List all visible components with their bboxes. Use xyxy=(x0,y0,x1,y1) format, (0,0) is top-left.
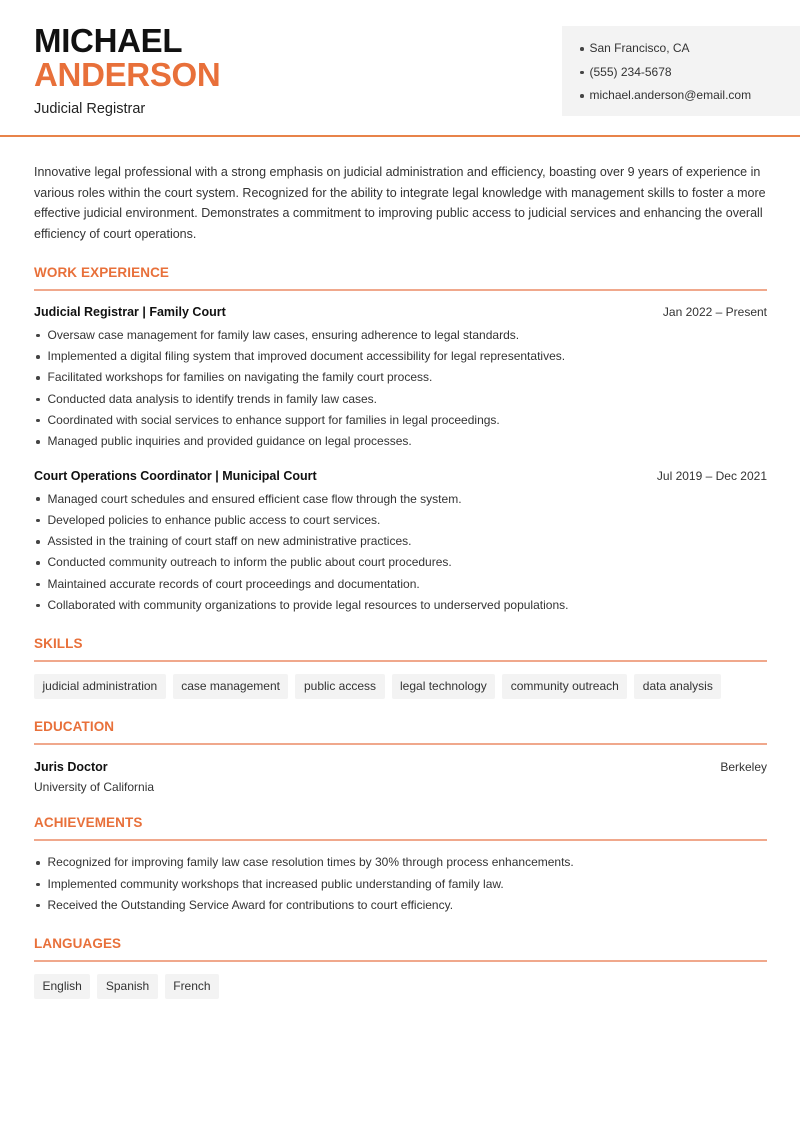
bullet-icon xyxy=(36,540,40,544)
job-dates: Jan 2022 – Present xyxy=(662,304,767,319)
job-role: Judicial Registrar | Family Court xyxy=(34,304,226,319)
bullet-icon xyxy=(580,47,584,51)
last-name: ANDERSON xyxy=(34,56,221,93)
job-title: Judicial Registrar xyxy=(34,101,146,117)
job-bullets xyxy=(34,325,767,453)
skill-tag: data analysis xyxy=(634,674,721,699)
bullet-icon xyxy=(36,497,40,501)
list-item-text: Developed policies to enhance public access to court services. xyxy=(47,512,381,527)
skill-tag: legal technology xyxy=(392,674,496,699)
education-location: Berkeley xyxy=(720,760,767,775)
contact-phone xyxy=(580,61,800,85)
list-item-text: Conducted community outreach to inform the public about court procedures. xyxy=(47,555,452,570)
resume-header xyxy=(0,0,800,137)
resume-body xyxy=(34,162,767,999)
skill-tags xyxy=(34,674,767,699)
list-item xyxy=(34,574,767,595)
bullet-icon xyxy=(580,71,584,75)
section-achievements xyxy=(34,815,767,916)
section-title: SKILLS xyxy=(34,636,767,662)
first-name: MICHAEL xyxy=(34,22,183,59)
job-header xyxy=(34,305,767,319)
list-item xyxy=(34,431,767,452)
job-entry xyxy=(34,469,767,617)
education-degree: Juris Doctor xyxy=(34,760,108,775)
job-header xyxy=(34,469,767,483)
skill-tag: public access xyxy=(295,674,384,699)
list-item xyxy=(34,895,767,916)
education-school: University of California xyxy=(34,780,155,795)
job-dates: Jul 2019 – Dec 2021 xyxy=(656,468,767,483)
education-details xyxy=(34,759,154,795)
bullet-icon xyxy=(36,883,40,887)
list-item xyxy=(34,346,767,367)
list-item-text: Maintained accurate records of court proceedings and documentation. xyxy=(47,576,420,591)
section-title: ACHIEVEMENTS xyxy=(34,815,767,841)
list-item xyxy=(34,389,767,410)
bullet-icon xyxy=(36,398,40,402)
section-title: WORK EXPERIENCE xyxy=(34,265,767,291)
list-item xyxy=(34,552,767,573)
job-entry xyxy=(34,305,767,453)
list-item-text: Received the Outstanding Service Award for contributions to court efficiency. xyxy=(47,897,454,912)
list-item-text: Conducted data analysis to identify trends in family law cases. xyxy=(47,391,378,406)
language-tags xyxy=(34,974,767,999)
education-entry xyxy=(34,759,767,795)
bullet-icon xyxy=(36,583,40,587)
language-tag: English xyxy=(34,974,90,999)
bullet-icon xyxy=(36,334,40,338)
list-item xyxy=(34,325,767,346)
list-item xyxy=(34,531,767,552)
list-item-text: Managed court schedules and ensured efficient case flow through the system. xyxy=(47,491,462,506)
name-block xyxy=(34,24,220,117)
achievement-list xyxy=(34,852,767,916)
skill-tag: judicial administration xyxy=(34,674,166,699)
list-item-text: Oversaw case management for family law cases, ensuring adherence to legal standards. xyxy=(47,327,520,342)
contact-email[interactable] xyxy=(580,84,800,108)
list-item-text: Recognized for improving family law case resolution times by 30% through process enhancements. xyxy=(47,855,574,870)
contact-location xyxy=(580,37,800,61)
contact-phone-text: (555) 234-5678 xyxy=(589,64,672,79)
skill-tag: community outreach xyxy=(502,674,627,699)
list-item-text: Facilitated workshops for families on navigating the family court process. xyxy=(47,370,433,385)
list-item-text: Implemented community workshops that increased public understanding of family law. xyxy=(47,876,504,891)
bullet-icon xyxy=(36,561,40,565)
bullet-icon xyxy=(36,904,40,908)
job-bullets xyxy=(34,489,767,617)
section-education xyxy=(34,719,767,795)
bullet-icon xyxy=(36,519,40,523)
list-item-text: Managed public inquiries and provided guidance on legal processes. xyxy=(47,434,412,449)
section-work-experience xyxy=(34,265,767,617)
skill-tag: case management xyxy=(173,674,289,699)
section-title: EDUCATION xyxy=(34,719,767,745)
list-item xyxy=(34,510,767,531)
section-languages xyxy=(34,936,767,999)
list-item-text: Collaborated with community organizations to provide legal resources to underserved populations. xyxy=(47,598,569,613)
job-role: Court Operations Coordinator | Municipal Court xyxy=(34,468,317,483)
list-item xyxy=(34,595,767,616)
bullet-icon xyxy=(36,355,40,359)
bullet-icon xyxy=(36,440,40,444)
bullet-icon xyxy=(580,94,584,98)
contact-location-text: San Francisco, CA xyxy=(589,41,690,55)
section-title: LANGUAGES xyxy=(34,936,767,962)
list-item xyxy=(34,852,767,873)
language-tag: Spanish xyxy=(97,974,157,999)
list-item-text: Coordinated with social services to enhance support for families in legal proceedings. xyxy=(47,413,500,427)
bullet-icon xyxy=(36,419,40,423)
list-item xyxy=(34,367,767,388)
bullet-icon xyxy=(36,861,40,865)
bullet-icon xyxy=(36,376,40,380)
list-item xyxy=(34,874,767,895)
list-item xyxy=(34,410,767,431)
summary: Innovative legal professional with a strong emphasis on judicial administration and efficiency, boasting over 9 years of experience in various roles within the court system. Recognized for the ability to integrate legal knowledge with management skills to foster a more effective judicial environment. Demonstrates a commitment to improving public access to judicial services and enhancing the overall efficiency of court operations. xyxy=(34,165,766,242)
contact-email-text[interactable]: michael.anderson@email.com xyxy=(589,88,752,102)
language-tag: French xyxy=(165,974,219,999)
list-item-text: Implemented a digital filing system that improved document accessibility for legal representatives. xyxy=(47,349,566,364)
contact-box xyxy=(562,26,800,116)
list-item xyxy=(34,489,767,510)
section-skills xyxy=(34,636,767,699)
list-item-text: Assisted in the training of court staff on new administrative practices. xyxy=(47,534,412,549)
bullet-icon xyxy=(36,604,40,608)
